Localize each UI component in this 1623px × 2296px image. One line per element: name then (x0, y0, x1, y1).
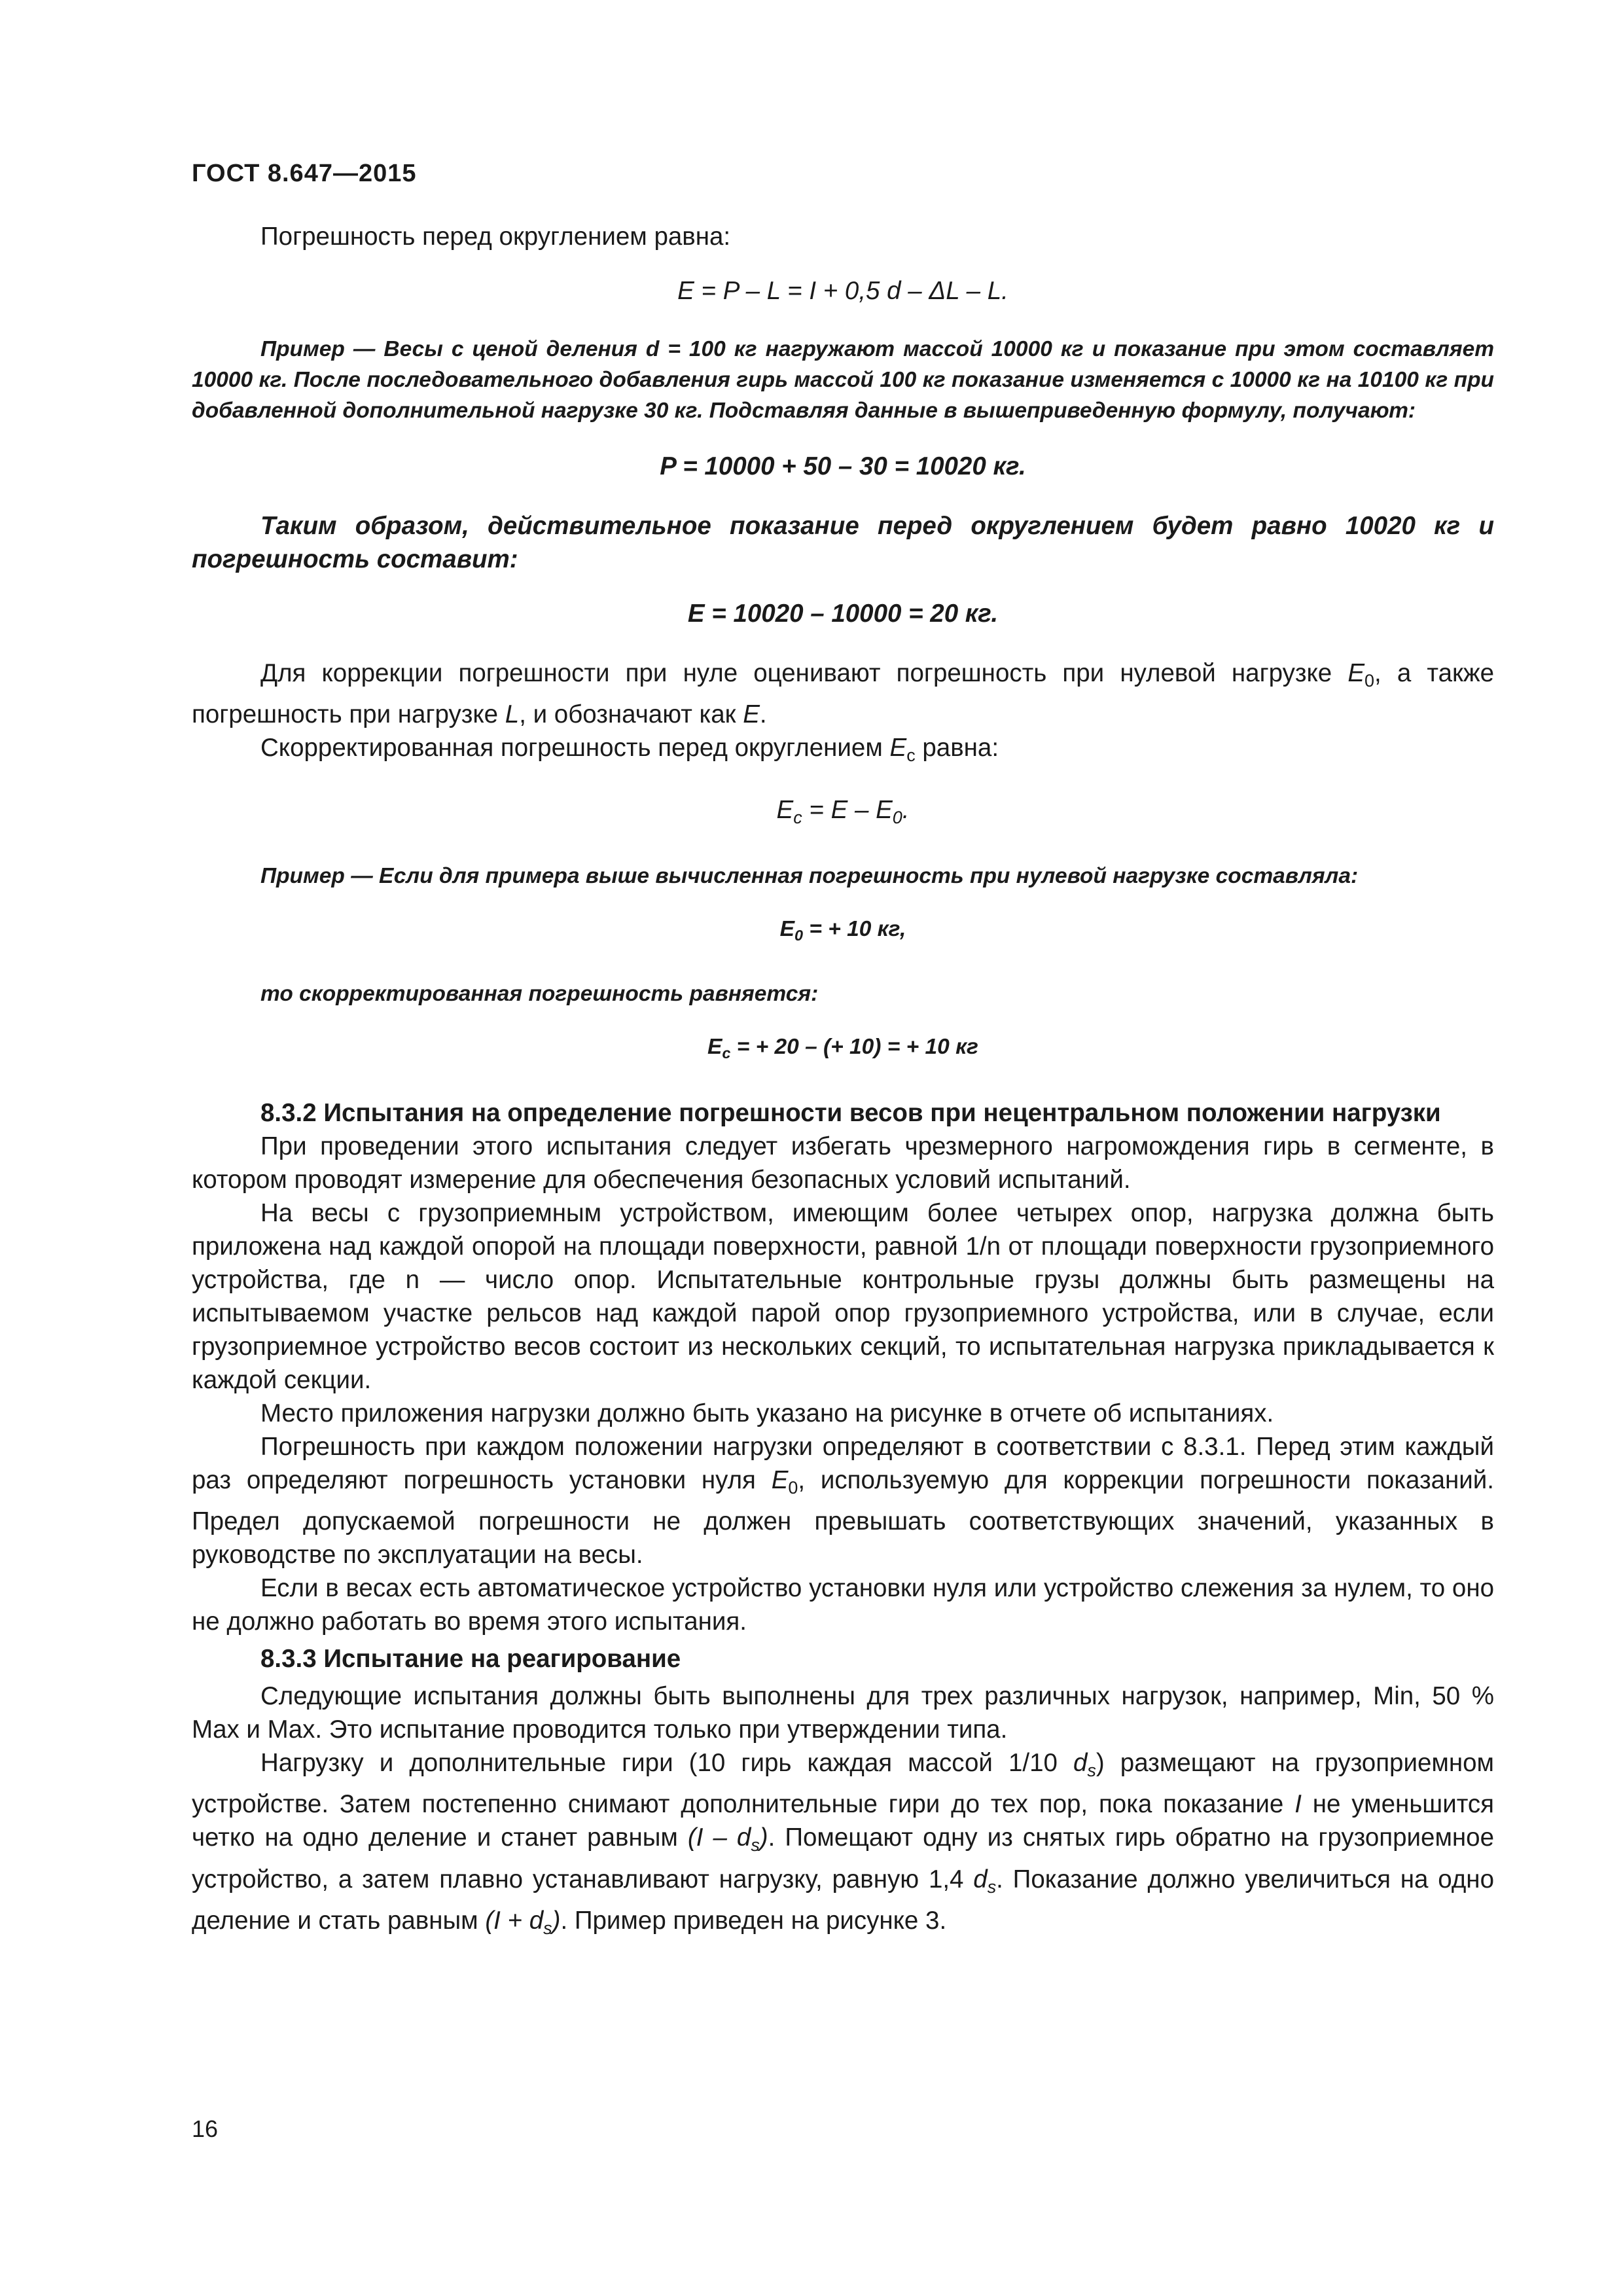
text-run: = + 20 – (+ 10) = + 10 кг (736, 1035, 978, 1060)
text-run: Погрешность при каждом положении нагрузки определяют в соответствии с 8.3.1. Перед этим каждый раз определяют погрешность установки нуля (192, 1433, 1494, 1495)
example-paragraph-3: Пример — Если для примера выше вычисленная погрешность при нулевой нагрузке составляла: (260, 864, 1359, 889)
paragraph (192, 1746, 1494, 1945)
example-paragraph: Пример — Весы с ценой деления d = 100 кг нагружают массой 10000 кг и показание при этом составляет 10000 кг. После последовательного добавления гирь массой 100 кг показание изменяется с 10000 кг на 10100 кг при добавленной дополнительной нагрузке 30 кг. Подставляя данные в вышеприведенную формулу, получают: (192, 337, 1494, 423)
symbol-e: E (779, 917, 794, 942)
text-run: ) (552, 1906, 561, 1935)
section-heading-8-3-3: 8.3.3 Испытание на реагирование (260, 1645, 681, 1674)
text-run: , и обозначают как (519, 700, 743, 729)
text-run: ) размещают на грузоприемном устройстве. Затем постепенно снимают дополнительные гири до тех пор, пока показание (192, 1749, 1494, 1819)
text-run: (I + d (485, 1906, 544, 1935)
text-run: = E – E (809, 796, 893, 825)
page-number: 16 (192, 2115, 219, 2142)
formula-ec (192, 1030, 1494, 1070)
subscript: s (751, 1835, 760, 1856)
text-run: Нагрузку и дополнительные гири (10 гирь каждая массой 1/10 (260, 1749, 1073, 1778)
subscript: 0 (788, 1478, 798, 1498)
formula-e-value: E = 10020 – 10000 = 20 кг. (687, 600, 999, 628)
example-paragraph-4: то скорректированная погрешность равняется: (260, 982, 819, 1007)
page-body (192, 220, 1494, 1945)
paragraph (192, 656, 1494, 731)
text-run: равна: (915, 734, 999, 762)
symbol-e: E (707, 1035, 722, 1060)
text-run: не уменьшится четко на одно деление и станет равным (192, 1790, 1494, 1852)
paragraph: Следующие испытания должны быть выполнены для трех различных нагрузок, например, Min, 50 % Max и Max. Это испытание проводится только при утверждении типа. (192, 1682, 1494, 1744)
subscript: c (906, 745, 916, 766)
text-run: = + 10 кг, (809, 917, 906, 942)
symbol-d: d (973, 1865, 988, 1893)
subscript: 0 (892, 808, 902, 828)
paragraph: Если в весах есть автоматическое устройство установки нуля или устройство слежения за нулем, то оно не должно работать во время этого испытания. (192, 1574, 1494, 1636)
symbol-d: d (1073, 1749, 1088, 1778)
paragraph: Погрешность перед округлением равна: (260, 223, 731, 251)
text-run: . Показание должно увеличиться на одно деление и стать равным (192, 1865, 1494, 1935)
text-run: . (902, 796, 910, 825)
text-run: , используемую для коррекции погрешности показаний. Предел допускаемой погрешности не должен превышать соответствующих значений, указанных в руководстве по эксплуатации на весы. (192, 1466, 1494, 1570)
paragraph (192, 731, 1494, 772)
text-run: Скорректированная погрешность перед округлением (260, 734, 890, 762)
text-run: . Пример приведен на рисунке 3. (560, 1906, 947, 1935)
text-run: ) (759, 1823, 768, 1852)
symbol-e: E (889, 734, 907, 762)
subscript: 0 (1364, 671, 1375, 691)
subscript: 0 (794, 927, 804, 944)
formula-error: E = P – L = I + 0,5 d – ΔL – L. (677, 277, 1008, 305)
formula-e0 (192, 912, 1494, 952)
formula-corrected-error (192, 793, 1494, 834)
paragraph: Место приложения нагрузки должно быть указано на рисунке в отчете об испытаниях. (260, 1399, 1274, 1428)
paragraph: На весы с грузоприемным устройством, имеющим более четырех опор, нагрузка должна быть приложена над каждой опорой на площади поверхности, равной 1/n от площади поверхности грузоприемного устройства, где n — число опор. Испытательные контрольные грузы должны быть размещены на испытываемом участке рельсов над каждой парой опор грузоприемного устройства, или в случае, если грузоприемное устройство весов состоит из нескольких секций, то испытательная нагрузка прикладывается к каждой секции. (192, 1199, 1494, 1395)
symbol-e: E (771, 1466, 789, 1495)
symbol-e: E (1347, 659, 1365, 687)
section-heading-8-3-2: 8.3.2 Испытания на определение погрешности весов при нецентральном положении нагрузки (260, 1099, 1441, 1128)
text-run: , а также погрешность при нагрузке (192, 659, 1495, 729)
subscript: s (1087, 1761, 1096, 1781)
symbol-l: L (505, 700, 520, 729)
symbol-e: E (743, 700, 760, 729)
subscript: s (543, 1918, 552, 1938)
formula-p: P = 10000 + 50 – 30 = 10020 кг. (660, 452, 1026, 480)
symbol-e: E (776, 796, 794, 825)
subscript: s (987, 1876, 997, 1897)
symbol-i: I (1294, 1790, 1302, 1819)
paragraph (192, 1430, 1494, 1571)
text-run: . (759, 700, 767, 729)
text-run: (I – d (687, 1823, 751, 1852)
subscript: c (793, 808, 802, 828)
text-run: . Помещают одну из снятых гирь обратно на грузоприемное устройство, а затем плавно устанавливают нагрузку, равную 1,4 (192, 1823, 1495, 1893)
paragraph: При проведении этого испытания следует избегать чрезмерного нагромождения гирь в сегменте, в котором проводят измерение для обеспечения безопасных условий испытаний. (192, 1132, 1494, 1194)
text-run: Для коррекции погрешности при нуле оценивают погрешность при нулевой нагрузке (260, 659, 1348, 687)
subscript: c (722, 1045, 731, 1062)
document-header: ГОСТ 8.647—2015 (192, 160, 417, 187)
example-paragraph-2: Таким образом, действительное показание перед округлением будет равно 10020 кг и погрешность составит: (192, 512, 1494, 573)
